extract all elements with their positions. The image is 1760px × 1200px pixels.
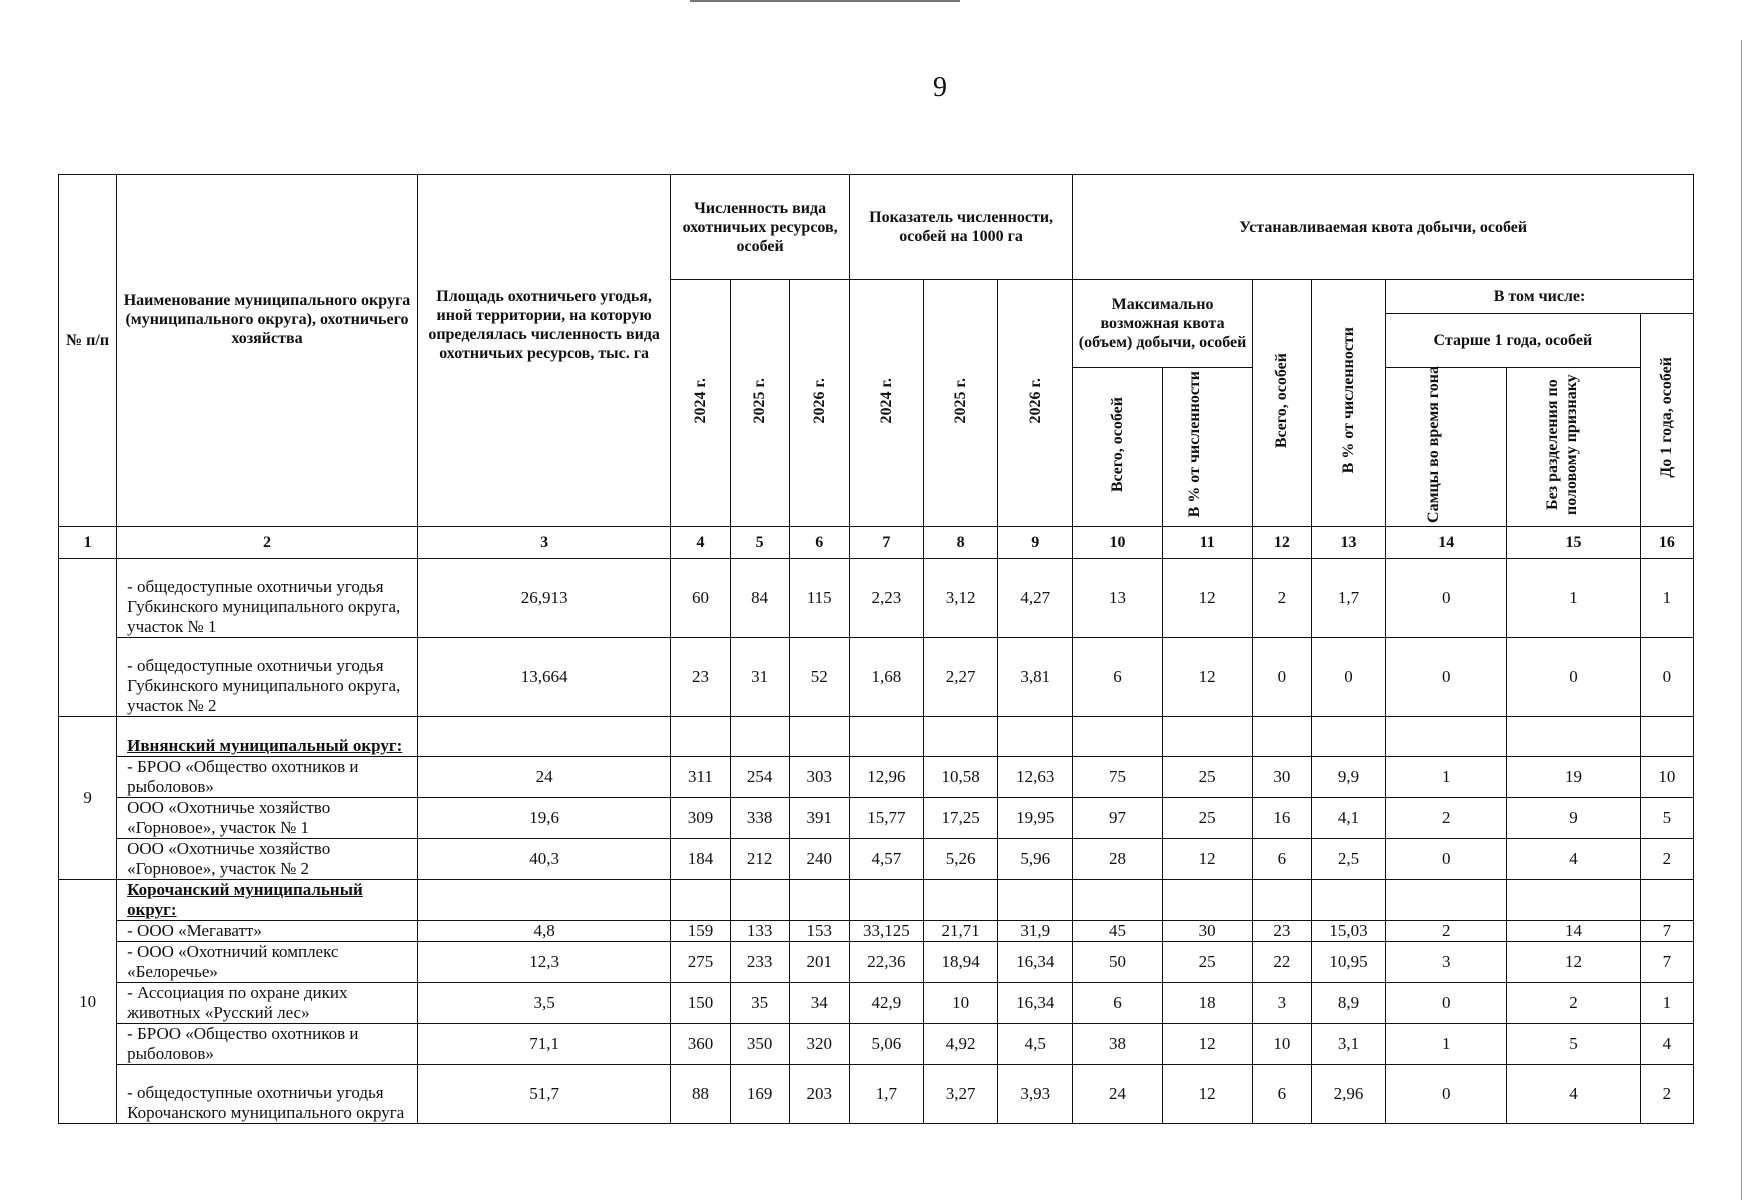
table-cell: 18,94 xyxy=(924,942,998,983)
header-density-2025: 2025 г. xyxy=(924,280,998,527)
table-cell: 16,34 xyxy=(998,942,1073,983)
row-name: - БРОО «Общество охотников и рыболовов» xyxy=(117,1024,418,1065)
table-cell: 12 xyxy=(1507,942,1640,983)
table-cell: 19 xyxy=(1507,757,1640,798)
table-cell-empty xyxy=(924,717,998,757)
table-cell: 133 xyxy=(730,921,789,942)
table-cell: 16 xyxy=(1252,798,1311,839)
table-cell: 309 xyxy=(671,798,730,839)
table-cell: 0 xyxy=(1386,983,1507,1024)
table-cell: 40,3 xyxy=(417,839,671,880)
table-cell: 4 xyxy=(1507,839,1640,880)
table-cell-empty xyxy=(1386,717,1507,757)
table-cell: 201 xyxy=(789,942,849,983)
table-row xyxy=(59,1024,1694,1065)
header-name: Наименование муниципального округа (муниципального округа), охотничьего хозяйства xyxy=(117,175,418,527)
table-cell: 3 xyxy=(1252,983,1311,1024)
table-cell: 15,77 xyxy=(849,798,923,839)
table-cell: 4 xyxy=(1640,1024,1693,1065)
table-cell: 12 xyxy=(1162,1024,1252,1065)
header-density-group: Показатель численности, особей на 1000 га xyxy=(849,175,1073,280)
table-cell: 184 xyxy=(671,839,730,880)
table-cell: 2,96 xyxy=(1311,1065,1385,1124)
table-cell: 1 xyxy=(1386,757,1507,798)
table-cell: 12 xyxy=(1162,1065,1252,1124)
table-cell-empty xyxy=(1507,717,1640,757)
right-edge-rule xyxy=(1741,40,1742,1200)
table-cell: 12,63 xyxy=(998,757,1073,798)
table-cell: 35 xyxy=(730,983,789,1024)
table-cell: 115 xyxy=(789,559,849,638)
table-cell: 5,06 xyxy=(849,1024,923,1065)
table-cell-empty xyxy=(671,880,730,921)
column-number: 7 xyxy=(849,527,923,559)
header-including: В том числе: xyxy=(1386,280,1694,314)
table-cell: 0 xyxy=(1386,1065,1507,1124)
table-cell: 5,26 xyxy=(924,839,998,880)
table-cell-empty xyxy=(998,717,1073,757)
column-number: 5 xyxy=(730,527,789,559)
header-count-2025: 2025 г. xyxy=(730,280,789,527)
column-numbers-row xyxy=(59,527,1694,559)
table-cell-empty xyxy=(730,717,789,757)
header-quota-group: Устанавливаемая квота добычи, особей xyxy=(1073,175,1694,280)
column-number: 9 xyxy=(998,527,1073,559)
table-cell: 320 xyxy=(789,1024,849,1065)
table-cell: 23 xyxy=(1252,921,1311,942)
table-cell-empty xyxy=(849,880,923,921)
table-cell: 0 xyxy=(1507,638,1640,717)
table-cell: 2 xyxy=(1386,921,1507,942)
table-cell: 2,5 xyxy=(1311,839,1385,880)
table-cell: 25 xyxy=(1162,798,1252,839)
table-cell: 240 xyxy=(789,839,849,880)
section-header-row xyxy=(59,717,1694,757)
table-cell: 150 xyxy=(671,983,730,1024)
table-cell-empty xyxy=(1162,880,1252,921)
column-number: 2 xyxy=(117,527,418,559)
table-cell-empty xyxy=(789,880,849,921)
table-cell-empty xyxy=(1162,717,1252,757)
column-number: 14 xyxy=(1386,527,1507,559)
table-cell: 12 xyxy=(1162,559,1252,638)
table-cell-empty xyxy=(924,880,998,921)
table-cell: 0 xyxy=(1386,839,1507,880)
section-title: Корочанский муниципальный округ: xyxy=(117,880,418,921)
column-number: 11 xyxy=(1162,527,1252,559)
table-cell-empty xyxy=(849,717,923,757)
column-number: 4 xyxy=(671,527,730,559)
row-name: - Ассоциация по охране диких животных «Русский лес» xyxy=(117,983,418,1024)
table-cell: 9 xyxy=(1507,798,1640,839)
table-cell: 2,23 xyxy=(849,559,923,638)
header-males: Самцы во время гона xyxy=(1386,368,1507,527)
table-cell: 1 xyxy=(1640,983,1693,1024)
table-cell: 31 xyxy=(730,638,789,717)
section-number: 10 xyxy=(59,880,117,1124)
table-cell: 3,81 xyxy=(998,638,1073,717)
table-cell: 1,68 xyxy=(849,638,923,717)
header-density-2024: 2024 г. xyxy=(849,280,923,527)
table-cell-empty xyxy=(998,880,1073,921)
table-cell: 15,03 xyxy=(1311,921,1385,942)
row-name: ООО «Охотничье хозяйство «Горновое», участок № 1 xyxy=(117,798,418,839)
table-row xyxy=(59,921,1694,942)
header-count-group: Численность вида охотничьих ресурсов, особей xyxy=(671,175,849,280)
table-cell: 50 xyxy=(1073,942,1162,983)
table-row xyxy=(59,1065,1694,1124)
table-cell: 42,9 xyxy=(849,983,923,1024)
table-cell: 12 xyxy=(1162,839,1252,880)
table-cell-empty xyxy=(1252,717,1311,757)
column-number: 10 xyxy=(1073,527,1162,559)
table-cell: 391 xyxy=(789,798,849,839)
row-name: - общедоступные охотничьи угодья Губкинского муниципального округа, участок № 2 xyxy=(117,638,418,717)
column-number: 12 xyxy=(1252,527,1311,559)
table-cell: 2 xyxy=(1640,1065,1693,1124)
header-row-number: № п/п xyxy=(59,175,117,527)
table-cell: 22 xyxy=(1252,942,1311,983)
table-cell: 10,58 xyxy=(924,757,998,798)
table-cell: 2,27 xyxy=(924,638,998,717)
table-cell: 21,71 xyxy=(924,921,998,942)
table-cell: 212 xyxy=(730,839,789,880)
table-cell: 203 xyxy=(789,1065,849,1124)
table-cell: 12,3 xyxy=(417,942,671,983)
table-cell: 71,1 xyxy=(417,1024,671,1065)
table-cell: 1 xyxy=(1507,559,1640,638)
table-cell: 75 xyxy=(1073,757,1162,798)
table-cell-empty xyxy=(1386,880,1507,921)
header-older: Старше 1 года, особей xyxy=(1386,314,1641,368)
table-cell: 24 xyxy=(1073,1065,1162,1124)
table-cell: 4,92 xyxy=(924,1024,998,1065)
table-cell: 153 xyxy=(789,921,849,942)
table-cell: 6 xyxy=(1252,839,1311,880)
table-cell: 51,7 xyxy=(417,1065,671,1124)
table-cell-empty xyxy=(730,880,789,921)
table-cell: 303 xyxy=(789,757,849,798)
table-cell: 4,57 xyxy=(849,839,923,880)
table-cell: 7 xyxy=(1640,942,1693,983)
table-cell: 254 xyxy=(730,757,789,798)
table-cell: 17,25 xyxy=(924,798,998,839)
table-cell: 3,93 xyxy=(998,1065,1073,1124)
table-cell: 25 xyxy=(1162,942,1252,983)
table-cell: 0 xyxy=(1386,559,1507,638)
table-cell-empty xyxy=(789,717,849,757)
header-area: Площадь охотничьего угодья, иной территории, на которую определялась численность вида охотничьих ресурсов, тыс. га xyxy=(417,175,671,527)
header-density-2026: 2026 г. xyxy=(998,280,1073,527)
table-cell: 4,5 xyxy=(998,1024,1073,1065)
table-cell: 3,5 xyxy=(417,983,671,1024)
header-max-pct: В % от численности xyxy=(1162,368,1252,527)
table-row xyxy=(59,942,1694,983)
table-cell: 13,664 xyxy=(417,638,671,717)
table-cell: 6 xyxy=(1252,1065,1311,1124)
header-young: До 1 года, особей xyxy=(1640,314,1693,527)
table-cell: 4,1 xyxy=(1311,798,1385,839)
table-cell: 3,1 xyxy=(1311,1024,1385,1065)
table-cell: 1,7 xyxy=(849,1065,923,1124)
section-header-row xyxy=(59,880,1694,921)
table-cell: 4 xyxy=(1507,1065,1640,1124)
table-cell: 5,96 xyxy=(998,839,1073,880)
table-cell: 10 xyxy=(924,983,998,1024)
column-number: 3 xyxy=(417,527,671,559)
table-cell: 31,9 xyxy=(998,921,1073,942)
table-cell: 22,36 xyxy=(849,942,923,983)
table-cell-empty xyxy=(417,717,671,757)
table-cell: 34 xyxy=(789,983,849,1024)
table-cell: 6 xyxy=(1073,638,1162,717)
table-row xyxy=(59,839,1694,880)
row-name: - ООО «Охотничий комплекс «Белоречье» xyxy=(117,942,418,983)
section-title: Ивнянский муниципальный округ: xyxy=(117,717,418,757)
quota-table xyxy=(58,174,1694,1124)
table-cell: 9,9 xyxy=(1311,757,1385,798)
table-cell: 0 xyxy=(1252,638,1311,717)
table-cell: 159 xyxy=(671,921,730,942)
table-cell: 360 xyxy=(671,1024,730,1065)
row-name: - общедоступные охотничьи угодья Корочанского муниципального округа xyxy=(117,1065,418,1124)
table-cell-empty xyxy=(1073,717,1162,757)
table-cell: 38 xyxy=(1073,1024,1162,1065)
table-cell: 4,8 xyxy=(417,921,671,942)
table-cell: 33,125 xyxy=(849,921,923,942)
table-cell: 0 xyxy=(1640,638,1693,717)
header-nosex: Без разделения по половому признаку xyxy=(1507,368,1640,527)
table-cell-empty xyxy=(671,717,730,757)
table-cell: 5 xyxy=(1640,798,1693,839)
table-cell: 13 xyxy=(1073,559,1162,638)
header-count-2026: 2026 г. xyxy=(789,280,849,527)
table-cell: 19,6 xyxy=(417,798,671,839)
table-cell: 16,34 xyxy=(998,983,1073,1024)
table-cell: 311 xyxy=(671,757,730,798)
table-cell: 97 xyxy=(1073,798,1162,839)
top-rule xyxy=(690,0,960,2)
column-number: 16 xyxy=(1640,527,1693,559)
table-cell: 5 xyxy=(1507,1024,1640,1065)
table-cell: 3 xyxy=(1386,942,1507,983)
table-cell: 3,12 xyxy=(924,559,998,638)
table-cell: 275 xyxy=(671,942,730,983)
table-cell: 4,27 xyxy=(998,559,1073,638)
table-cell: 18 xyxy=(1162,983,1252,1024)
header-max-total: Всего, особей xyxy=(1073,368,1162,527)
table-cell: 84 xyxy=(730,559,789,638)
table-cell: 2 xyxy=(1640,839,1693,880)
table-cell: 6 xyxy=(1073,983,1162,1024)
row-name: - ООО «Мегаватт» xyxy=(117,921,418,942)
table-cell: 12,96 xyxy=(849,757,923,798)
row-name: - БРОО «Общество охотников и рыболовов» xyxy=(117,757,418,798)
table-cell: 60 xyxy=(671,559,730,638)
table-body xyxy=(59,559,1694,1124)
table-row xyxy=(59,757,1694,798)
table-cell: 24 xyxy=(417,757,671,798)
table-cell-empty xyxy=(1252,880,1311,921)
column-number: 1 xyxy=(59,527,117,559)
table-cell: 169 xyxy=(730,1065,789,1124)
section-number: 9 xyxy=(59,717,117,880)
table-cell: 10,95 xyxy=(1311,942,1385,983)
table-cell-empty xyxy=(1073,880,1162,921)
header-pct: В % от численности xyxy=(1311,280,1385,527)
table-cell: 0 xyxy=(1386,638,1507,717)
table-cell: 350 xyxy=(730,1024,789,1065)
row-name: ООО «Охотничье хозяйство «Горновое», участок № 2 xyxy=(117,839,418,880)
table-row xyxy=(59,559,1694,638)
table-cell: 19,95 xyxy=(998,798,1073,839)
table-cell-empty xyxy=(1640,880,1693,921)
table-cell: 1 xyxy=(1386,1024,1507,1065)
table-cell: 14 xyxy=(1507,921,1640,942)
table-cell: 12 xyxy=(1162,638,1252,717)
table-cell: 7 xyxy=(1640,921,1693,942)
table-cell: 2 xyxy=(1386,798,1507,839)
table-cell: 2 xyxy=(1252,559,1311,638)
table-cell-empty xyxy=(1311,880,1385,921)
table-cell: 1,7 xyxy=(1311,559,1385,638)
table-cell: 8,9 xyxy=(1311,983,1385,1024)
column-number: 6 xyxy=(789,527,849,559)
row-name: - общедоступные охотничьи угодья Губкинского муниципального округа, участок № 1 xyxy=(117,559,418,638)
table-cell: 26,913 xyxy=(417,559,671,638)
page-number: 9 xyxy=(933,72,947,103)
table-row xyxy=(59,638,1694,717)
table-cell: 1 xyxy=(1640,559,1693,638)
table-cell: 0 xyxy=(1311,638,1385,717)
table-row xyxy=(59,983,1694,1024)
table-cell: 338 xyxy=(730,798,789,839)
table-cell: 30 xyxy=(1252,757,1311,798)
row-number-empty xyxy=(59,559,117,717)
table-cell: 3,27 xyxy=(924,1065,998,1124)
header-total: Всего, особей xyxy=(1252,280,1311,527)
column-number: 8 xyxy=(924,527,998,559)
header-count-2024: 2024 г. xyxy=(671,280,730,527)
table-cell: 10 xyxy=(1252,1024,1311,1065)
table-cell: 2 xyxy=(1507,983,1640,1024)
table-cell: 52 xyxy=(789,638,849,717)
table-cell-empty xyxy=(1640,717,1693,757)
table-cell-empty xyxy=(1311,717,1385,757)
table-cell: 233 xyxy=(730,942,789,983)
column-number: 15 xyxy=(1507,527,1640,559)
table-cell: 28 xyxy=(1073,839,1162,880)
table-cell: 88 xyxy=(671,1065,730,1124)
header-max-quota: Максимально возможная квота (объем) добычи, особей xyxy=(1073,280,1252,368)
table-cell: 10 xyxy=(1640,757,1693,798)
table-cell-empty xyxy=(417,880,671,921)
table-cell-empty xyxy=(1507,880,1640,921)
table-cell: 45 xyxy=(1073,921,1162,942)
table-cell: 25 xyxy=(1162,757,1252,798)
table-cell: 30 xyxy=(1162,921,1252,942)
table-cell: 23 xyxy=(671,638,730,717)
column-number: 13 xyxy=(1311,527,1385,559)
table-row xyxy=(59,798,1694,839)
